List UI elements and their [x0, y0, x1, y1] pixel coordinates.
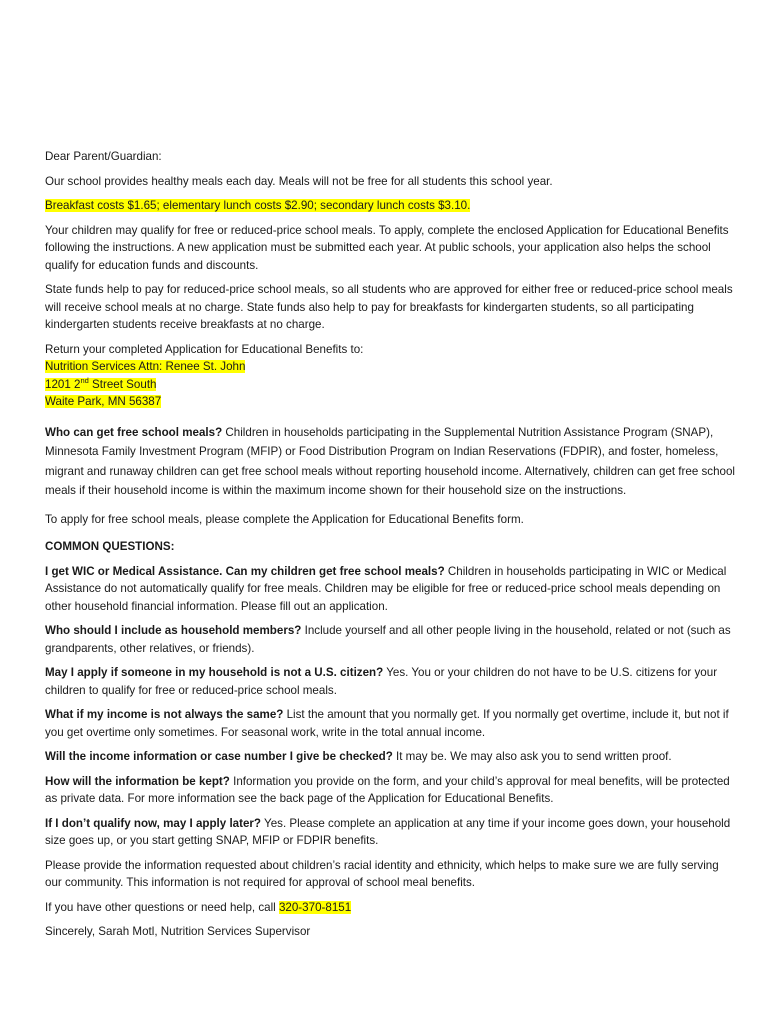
meal-prices: [45, 197, 735, 215]
greeting: Dear Parent/Guardian:: [45, 150, 162, 163]
ethnicity-paragraph: Please provide the information requested about children’s racial identity and ethnicity, which helps to make sure we are fully serving our community. This information is not required for approval of school meal benefits.: [45, 858, 719, 889]
who-free-answer: Children in households participating in the Supplemental Nutrition Assistance Program (SNAP), Minnesota Family Investment Program (MFIP) or Food Distribution Program on Indian Reservations (FDPIR), and foster, homeless, migrant and runaway children can get free school meals without reporting household income. Alternatively, children can get free school meals if their household income is within the maximum income shown for their household size on the instructions.: [45, 425, 735, 497]
who-free-question: Who can get free school meals?: [45, 425, 223, 439]
faq-question: Who should I include as household members?: [45, 624, 302, 637]
faq-item: [45, 706, 735, 741]
faq-answer: Yes. Please complete an application at any time if your income goes down, your household size goes up, or you start getting SNAP, MFIP or FDPIR benefits.: [45, 816, 731, 847]
help-line: [45, 899, 735, 917]
faq-answer: Information you provide on the form, and your child’s approval for meal benefits, will be protected as private data. For more information see the back page of the Application for Educational Benefits.: [45, 774, 730, 805]
intro-paragraph: Our school provides healthy meals each day. Meals will not be free for all students this school year.: [45, 174, 553, 188]
faq-item: [45, 773, 735, 808]
faq-item: [45, 664, 735, 699]
faq-answer: It may be. We may also ask you to send written proof.: [392, 750, 672, 763]
letter-body: [45, 148, 735, 948]
faq-item: [45, 748, 735, 766]
closing: Sincerely, Sarah Motl, Nutrition Services Supervisor: [45, 925, 311, 938]
apply-line: To apply for free school meals, please complete the Application for Educational Benefits form.: [45, 512, 524, 526]
state-funds-paragraph: State funds help to pay for reduced-price school meals, so all students who are approved for either free or reduced-price school meals will receive school meals at no charge. State funds also help to pay for breakfasts for kindergarten students, so all participating kindergarten students receive breakfasts at no charge.: [45, 283, 733, 331]
address-line-1: Nutrition Services Attn: Renee St. John: [45, 360, 246, 373]
faq-list: [45, 563, 735, 850]
address-line-2: 1201 2nd Street South: [45, 375, 157, 391]
faq-item: [45, 563, 735, 616]
faq-item: [45, 622, 735, 657]
faq-question: How will the information be kept?: [45, 774, 230, 788]
faq-item: [45, 815, 735, 850]
meal-prices-highlight: Breakfast costs $1.65; elementary lunch costs $2.90; secondary lunch costs $3.10.: [45, 199, 471, 212]
faq-answer: Children in households participating in WIC or Medical Assistance do not automatically qualify for free meals. Children may be eligible for free or reduced-price school meals depending on other household financial information. Please fill out an application.: [45, 564, 727, 613]
who-free-paragraph: [45, 423, 735, 501]
help-text: If you have other questions or need help, call: [45, 900, 279, 914]
faq-question: I get WIC or Medical Assistance. Can my children get free school meals?: [45, 564, 445, 578]
faq-question: May I apply if someone in my household is not a U.S. citizen?: [45, 666, 384, 679]
return-intro: Return your completed Application for Educational Benefits to:: [45, 342, 364, 356]
help-phone: 320-370-8151: [278, 900, 352, 914]
common-questions-heading: COMMON QUESTIONS:: [45, 540, 175, 553]
return-address: [45, 358, 735, 411]
address-line-3: Waite Park, MN 56387: [45, 395, 162, 408]
qualify-paragraph: Your children may qualify for free or reduced-price school meals. To apply, complete the enclosed Application for Educational Benefits following the instructions. A new application must be submitted each year. At public schools, your application also helps the school qualify for education funds and discounts.: [45, 223, 729, 272]
faq-question: What if my income is not always the same?: [45, 708, 284, 721]
faq-answer: Include yourself and all other people living in the household, related or not (such as grandparents, other relatives, or friends).: [45, 624, 731, 655]
faq-question: Will the income information or case number I give be checked?: [45, 750, 393, 763]
faq-answer: List the amount that you normally get. If you normally get overtime, include it, but not if you get overtime only sometimes. For seasonal work, write in the total annual income.: [45, 708, 729, 739]
faq-answer: Yes. You or your children do not have to be U.S. citizens for your children to qualify for free or reduced-price school meals.: [45, 666, 718, 697]
faq-question: If I don’t qualify now, may I apply later?: [45, 816, 262, 830]
